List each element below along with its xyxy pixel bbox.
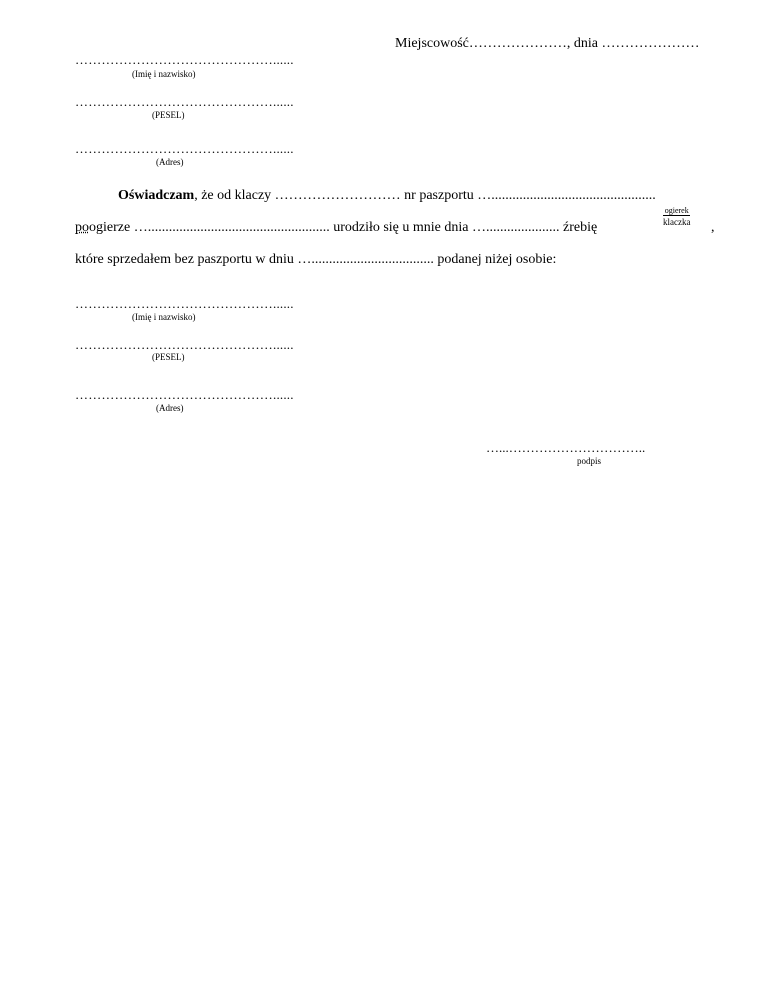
date-label: , dnia xyxy=(566,36,598,51)
statement-line-1 xyxy=(118,188,656,204)
place-field[interactable]: ………………… xyxy=(468,36,567,51)
statement-line-3: które sprzedałem bez paszportu w dniu …................................... podanej niżej osobie: xyxy=(75,252,557,267)
statement-line-2-text: ogierze ….................................................... urodziło się u mnie dnia …..................... źrebię xyxy=(89,220,598,235)
statement-po: po xyxy=(75,220,89,235)
signature-field[interactable]: …...………………………….. xyxy=(486,440,646,455)
foal-option-colt[interactable]: ogierek xyxy=(664,206,689,215)
seller-name-field[interactable]: ………………………………………...... xyxy=(75,52,294,67)
seller-pesel-field[interactable]: ………………………………………...... xyxy=(75,94,294,109)
statement-line-1-text: , że od klaczy ……………………… nr paszportu …............................................... xyxy=(194,188,656,203)
foal-sex-choice[interactable] xyxy=(663,206,690,228)
place-date-line xyxy=(395,36,700,52)
place-label: Miejscowość xyxy=(395,36,469,51)
buyer-address-caption: (Adres) xyxy=(156,403,184,413)
statement-line-2-end: , xyxy=(711,220,715,235)
buyer-name-field[interactable]: ………………………………………...... xyxy=(75,296,294,311)
seller-address-field[interactable]: ………………………………………...... xyxy=(75,141,294,156)
foal-option-filly[interactable]: klaczka xyxy=(663,217,691,227)
statement-line-2 xyxy=(75,220,597,236)
buyer-pesel-field[interactable]: ………………………………………...... xyxy=(75,337,294,352)
buyer-pesel-caption: (PESEL) xyxy=(152,352,185,362)
buyer-address-field[interactable]: ………………………………………...... xyxy=(75,387,294,402)
seller-name-caption: (Imię i nazwisko) xyxy=(132,69,196,79)
seller-pesel-caption: (PESEL) xyxy=(152,110,185,120)
seller-address-caption: (Adres) xyxy=(156,157,184,167)
statement-heading: Oświadczam xyxy=(118,188,195,203)
signature-caption: podpis xyxy=(577,456,602,466)
date-field[interactable]: ………………… xyxy=(601,36,700,51)
buyer-name-caption: (Imię i nazwisko) xyxy=(132,312,196,322)
